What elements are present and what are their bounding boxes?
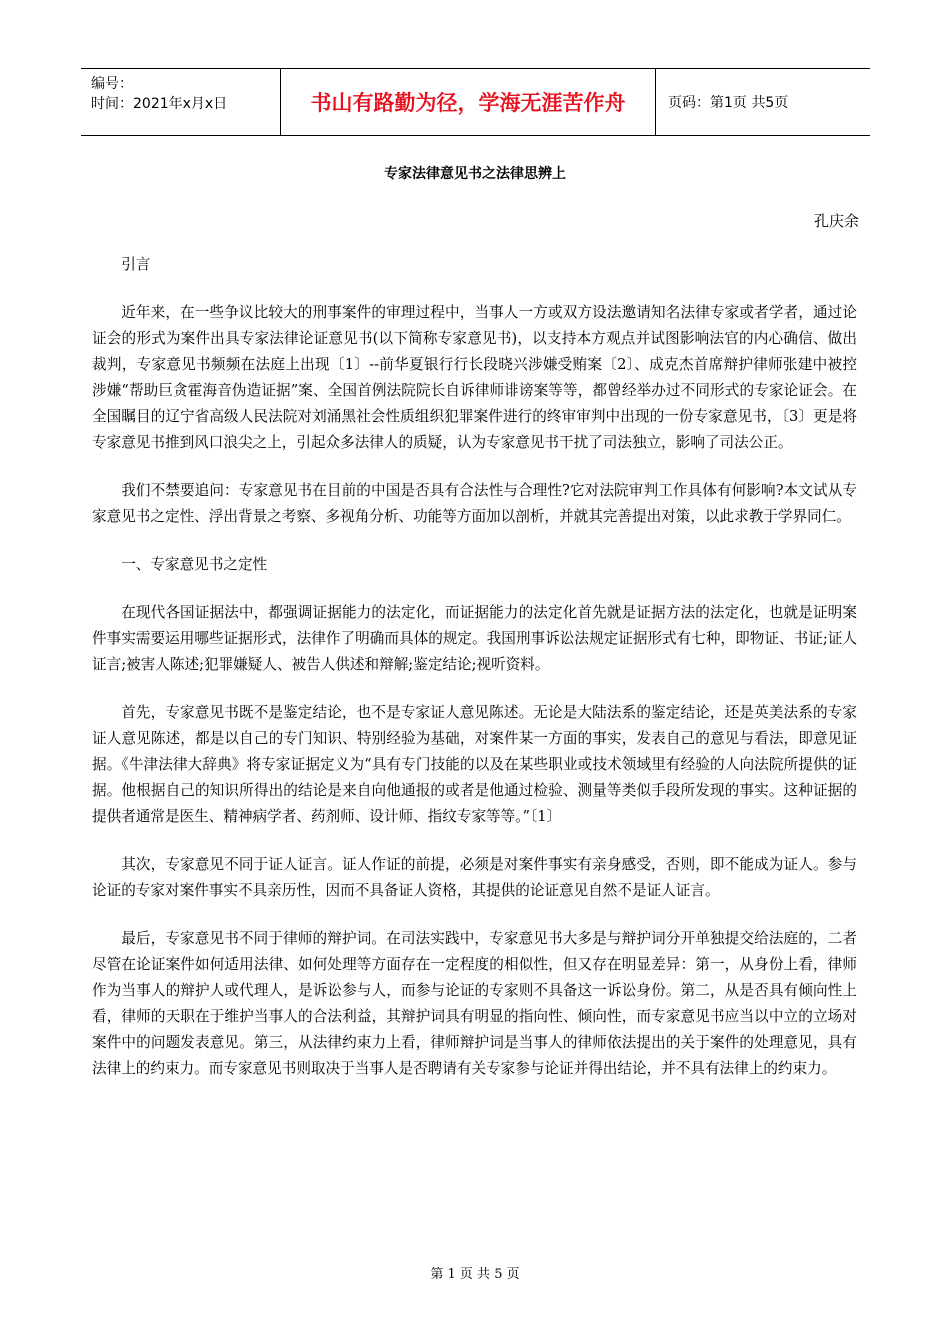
paragraph: 最后，专家意见书不同于律师的辩护词。在司法实践中，专家意见书大多是与辩护词分开单独提交给法庭的，二者尽管在论证案件如何适用法律、如何处理等方面存在一定程度的相似性，但又存在明显差异：第一，从身份上看，律师作为当事人的辩护人或代理人，是诉讼参与人，而参与论证的专家则不具备这一诉讼身份。第二，从是否具有倾向性上看，律师的天职在于维护当事人的合法利益，其辩护词具有明显的指向性、倾向性，而专家意见书应当以中立的立场对案件中的问题发表意见。第三，从法律约束力上看，律师辩护词是当事人的律师依法提出的关于案件的处理意见，具有法律上的约束力。而专家意见书则取决于当事人是否聘请有关专家参与论证并得出结论，并不具有法律上的约束力。: [92, 930, 857, 1077]
paragraph: 近年来，在一些争议比较大的刑事案件的审理过程中，当事人一方或双方设法邀请知名法律专家或者学者，通过论证会的形式为案件出具专家法律论证意见书(以下简称专家意见书)，以支持本方观点并试图影响法官的内心确信、做出裁判，专家意见书频频在法庭上出现〔1〕--前华夏银行行长段晓兴涉嫌受贿案〔2〕、成克杰首席辩护律师张建中被控涉嫌“帮助巨贪霍海音伪造证据”案、全国首例法院院长自诉律师诽谤案等等，都曾经举办过不同形式的专家论证会。在全国瞩目的辽宁省高级人民法院对刘涌黑社会性质组织犯罪案件进行的终审审判中出现的一份专家意见书，〔3〕更是将专家意见书推到风口浪尖之上，引起众多法律人的质疑，认为专家意见书干扰了司法独立，影响了司法公正。: [92, 304, 857, 451]
paragraph-intro-heading: 引言: [121, 256, 151, 273]
header-meta: [81, 69, 281, 135]
document-body: [92, 252, 857, 1104]
paragraph: 我们不禁要追问：专家意见书在目前的中国是否具有合法性与合理性?它对法院审判工作具体有何影响?本文试从专家意见书之定性、浮出背景之考察、多视角分析、功能等方面加以剖析，并就其完善提出对策，以此求教于学界同仁。: [92, 482, 857, 525]
document-title: 专家法律意见书之法律思辨上: [384, 166, 566, 182]
time-label: 时间：2021年x月x日: [91, 96, 228, 112]
page-footer: 第 1 页 共 5 页: [430, 1267, 520, 1282]
section-heading: 一、专家意见书之定性: [121, 556, 268, 573]
header-page-number: 页码：第1页 共5页: [668, 95, 789, 111]
document-header: [81, 68, 870, 136]
paragraph: 其次，专家意见不同于证人证言。证人作证的前提，必须是对案件事实有亲身感受，否则，即不能成为证人。参与论证的专家对案件事实不具亲历性，因而不具备证人资格，其提供的论证意见自然不是证人证言。: [92, 856, 857, 899]
header-motto: 书山有路勤为径，学海无涯苦作舟: [281, 69, 656, 135]
paragraph: 首先，专家意见书既不是鉴定结论，也不是专家证人意见陈述。无论是大陆法系的鉴定结论，还是英美法系的专家证人意见陈述，都是以自己的专门知识、特别经验为基础，对案件某一方面的事实，发表自己的意见与看法，即意见证据。《牛津法律大辞典》将专家证据定义为“具有专门技能的以及在某些职业或技术领域里有经验的人向法院所提供的证据。他根据自己的知识所得出的结论是来自向他通报的或者是他通过检验、测量等类似手段所发现的事实。这种证据的提供者通常是医生、精神病学者、药剂师、设计师、指纹专家等等。”〔1〕: [92, 704, 857, 825]
paragraph: 在现代各国证据法中，都强调证据能力的法定化，而证据能力的法定化首先就是证据方法的法定化，也就是证明案件事实需要运用哪些证据形式，法律作了明确而具体的规定。我国刑事诉讼法规定证据形式有七种，即物证、书证;证人证言;被害人陈述;犯罪嫌疑人、被告人供述和辩解;鉴定结论;视听资料。: [92, 604, 857, 673]
document-author: 孔庆余: [813, 212, 859, 230]
number-label: 编号：: [91, 76, 133, 92]
